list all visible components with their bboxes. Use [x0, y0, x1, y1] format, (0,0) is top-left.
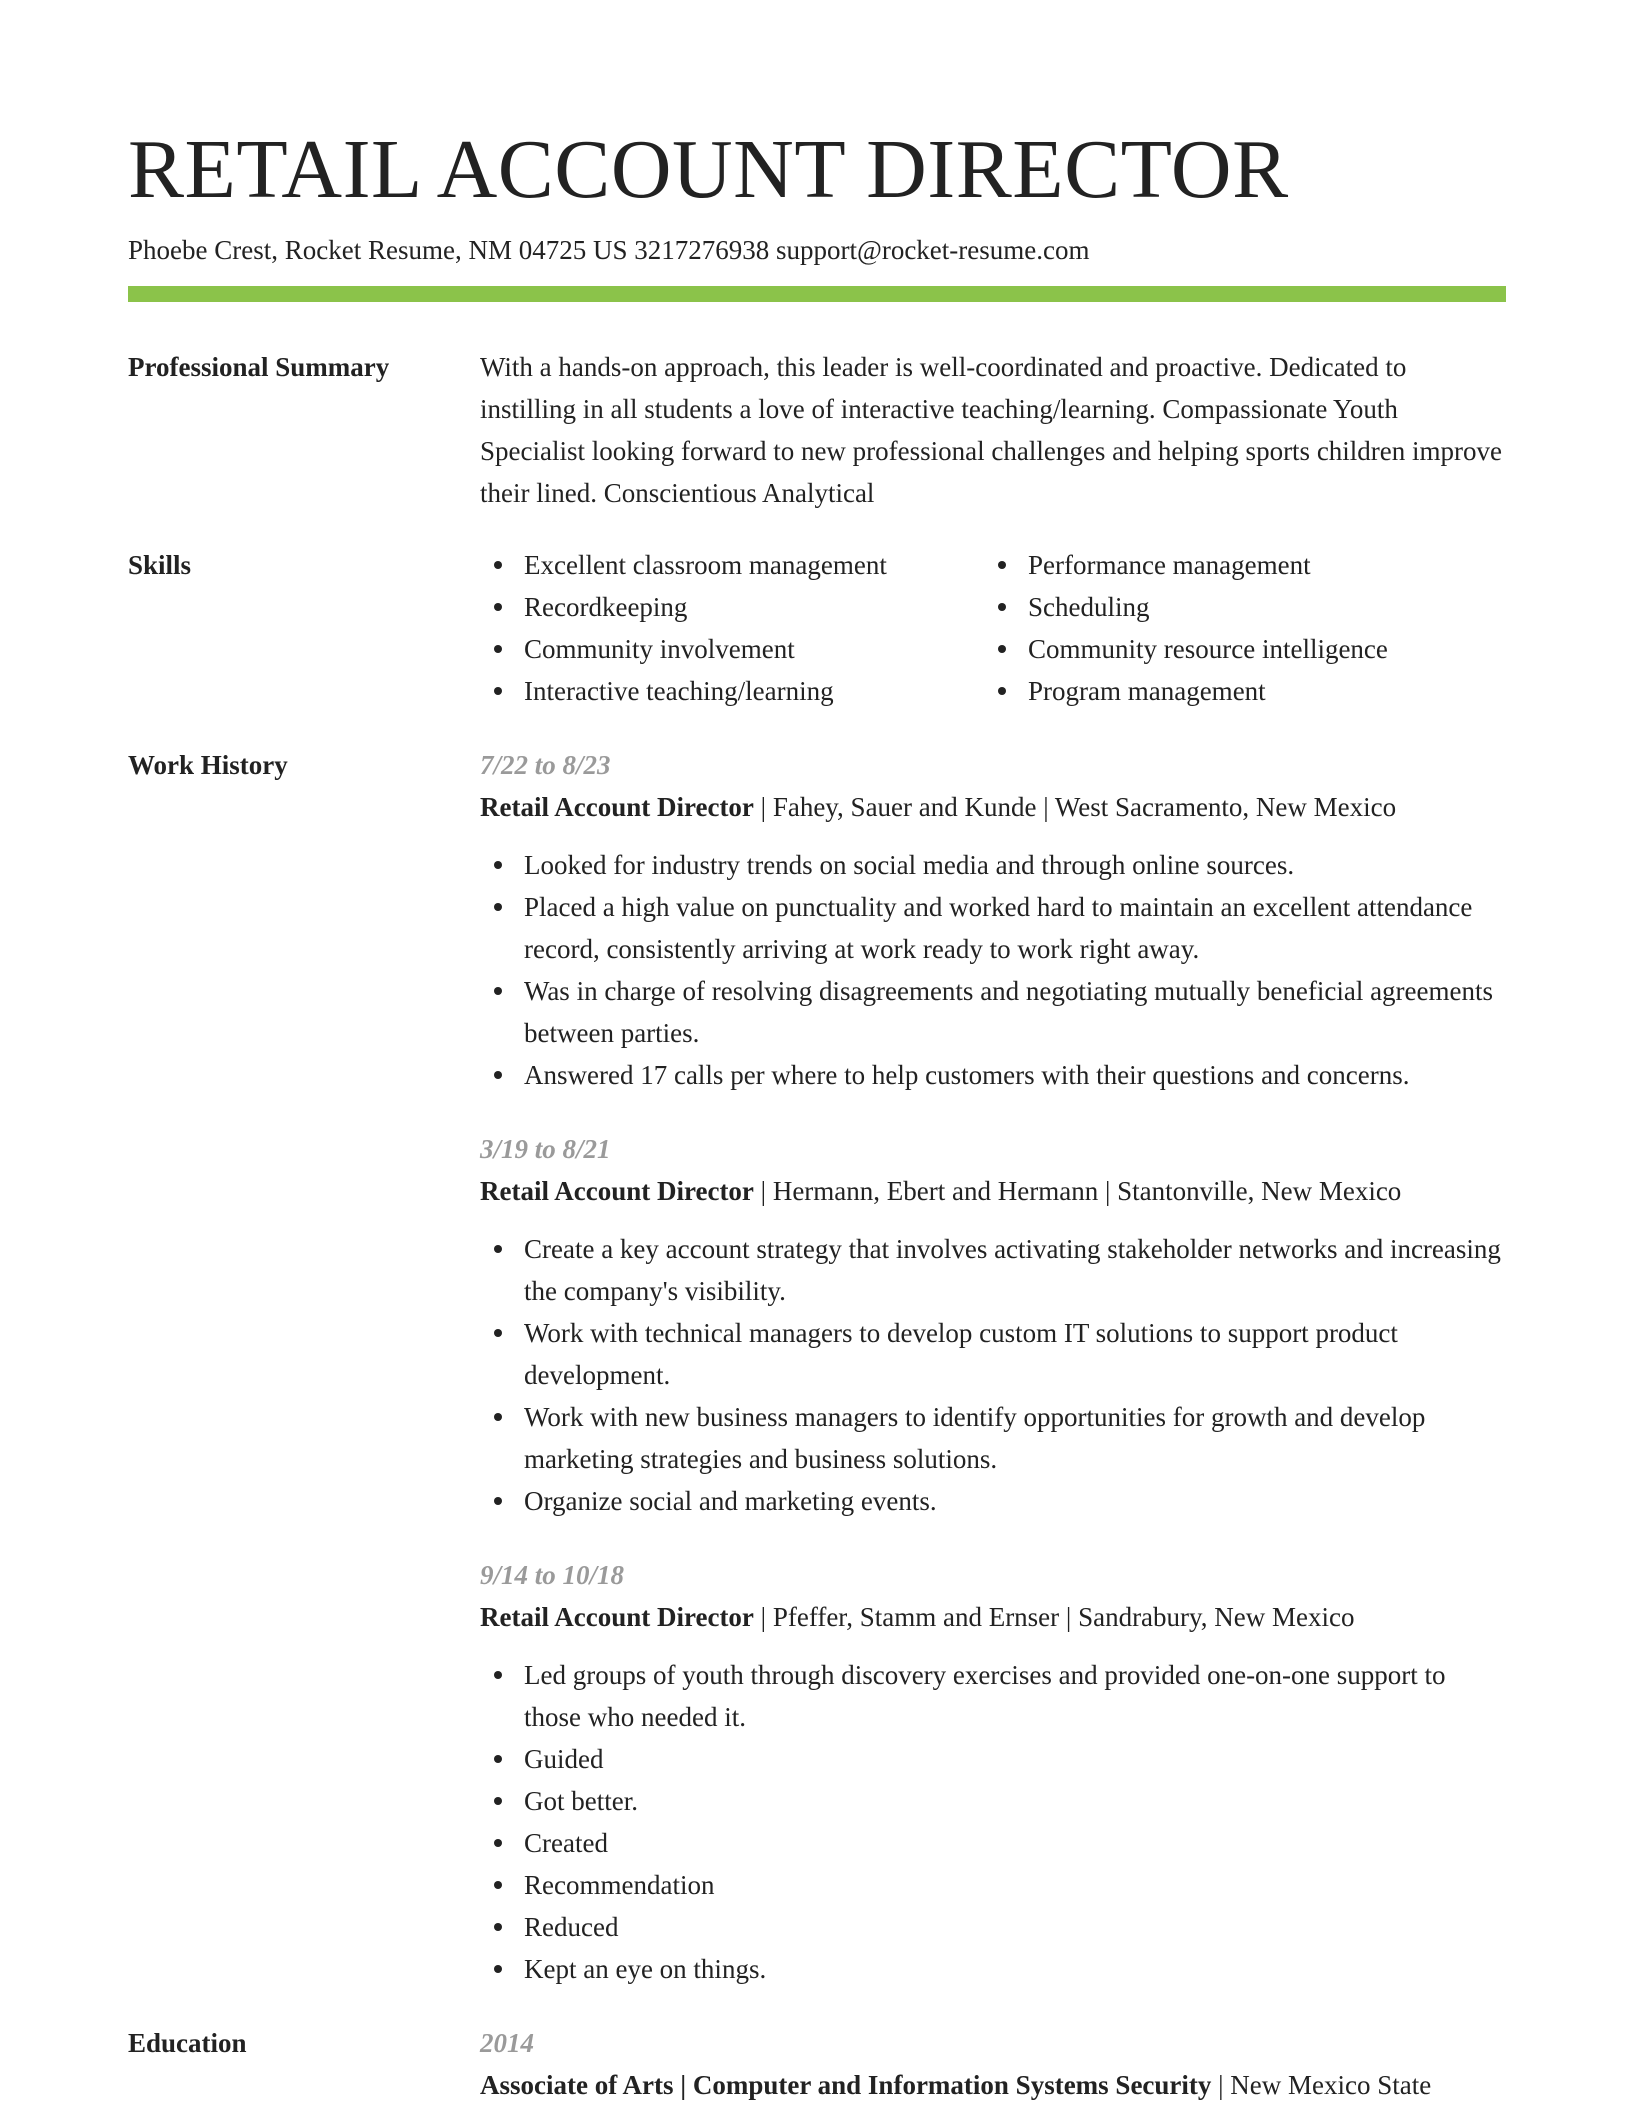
skills-column-1	[480, 544, 984, 712]
job-dates: 9/14 to 10/18	[480, 1560, 625, 1590]
summary-label: Professional Summary	[128, 352, 390, 382]
skills-columns	[480, 544, 1506, 712]
job-bullet: Kept an eye on things.	[480, 1948, 1506, 1990]
job-bullets	[480, 844, 1506, 1096]
education-label: Education	[128, 2028, 247, 2058]
work-history-body	[480, 744, 1506, 1990]
job-title: Retail Account Director	[480, 792, 754, 822]
skills-column-2	[984, 544, 1488, 712]
job-heading	[480, 786, 1506, 828]
job-entry	[480, 1128, 1506, 1522]
skill-item: Scheduling	[984, 586, 1488, 628]
education-heading	[480, 2064, 1506, 2106]
job-title: Retail Account Director	[480, 1176, 754, 1206]
job-details: | Pfeffer, Stamm and Ernser | Sandrabury, New Mexico	[753, 1602, 1355, 1632]
job-bullet: Guided	[480, 1738, 1506, 1780]
job-dates: 7/22 to 8/23	[480, 750, 611, 780]
skill-item: Recordkeeping	[480, 586, 984, 628]
job-dates: 3/19 to 8/21	[480, 1134, 611, 1164]
job-title: Retail Account Director	[480, 1602, 754, 1632]
education-degree: Associate of Arts | Computer and Information Systems Security	[480, 2070, 1212, 2100]
job-bullets	[480, 1228, 1506, 1522]
job-bullet: Led groups of youth through discovery exercises and provided one-on-one support to those who needed it.	[480, 1654, 1506, 1738]
job-bullet: Was in charge of resolving disagreements and negotiating mutually beneficial agreements between parties.	[480, 970, 1506, 1054]
summary-text: With a hands-on approach, this leader is well-coordinated and proactive. Dedicated to instilling in all students a love of interactive teaching/learning. Compassionate Youth Specialist looking forward to new professional challenges and helping sports children improve their lined. Conscientious Analytical	[480, 352, 1503, 508]
job-bullet: Work with technical managers to develop custom IT solutions to support product development.	[480, 1312, 1506, 1396]
job-bullet: Work with new business managers to identify opportunities for growth and develop marketing strategies and business solutions.	[480, 1396, 1506, 1480]
job-details: | Hermann, Ebert and Hermann | Stantonville, New Mexico	[753, 1176, 1402, 1206]
accent-divider	[128, 286, 1506, 302]
job-bullet: Created	[480, 1822, 1506, 1864]
skill-item: Community resource intelligence	[984, 628, 1488, 670]
job-bullet: Reduced	[480, 1906, 1506, 1948]
job-bullet: Answered 17 calls per where to help customers with their questions and concerns.	[480, 1054, 1506, 1096]
skill-item: Interactive teaching/learning	[480, 670, 984, 712]
skill-item: Community involvement	[480, 628, 984, 670]
contact-info: Phoebe Crest, Rocket Resume, NM 04725 US 3217276938 support@rocket-resume.com	[128, 235, 1090, 265]
job-bullet: Create a key account strategy that involves activating stakeholder networks and increasing the company's visibility.	[480, 1228, 1506, 1312]
skill-item: Performance management	[984, 544, 1488, 586]
job-details: | Fahey, Sauer and Kunde | West Sacramento, New Mexico	[753, 792, 1397, 822]
education-school: | New Mexico State	[1211, 2070, 1432, 2100]
job-bullet: Recommendation	[480, 1864, 1506, 1906]
education-body	[480, 2022, 1506, 2106]
resume-title: RETAIL ACCOUNT DIRECTOR	[128, 123, 1289, 216]
job-bullet: Placed a high value on punctuality and worked hard to maintain an excellent attendance record, consistently arriving at work ready to work right away.	[480, 886, 1506, 970]
job-entry	[480, 1554, 1506, 1990]
skill-item: Program management	[984, 670, 1488, 712]
job-bullets	[480, 1654, 1506, 1990]
education-year: 2014	[480, 2028, 534, 2058]
job-bullet: Got better.	[480, 1780, 1506, 1822]
work-history-label: Work History	[128, 750, 288, 780]
job-entry	[480, 744, 1506, 1096]
skill-item: Excellent classroom management	[480, 544, 984, 586]
job-bullet: Looked for industry trends on social media and through online sources.	[480, 844, 1506, 886]
job-bullet: Organize social and marketing events.	[480, 1480, 1506, 1522]
job-heading	[480, 1170, 1506, 1212]
skills-label: Skills	[128, 550, 192, 580]
job-heading	[480, 1596, 1506, 1638]
